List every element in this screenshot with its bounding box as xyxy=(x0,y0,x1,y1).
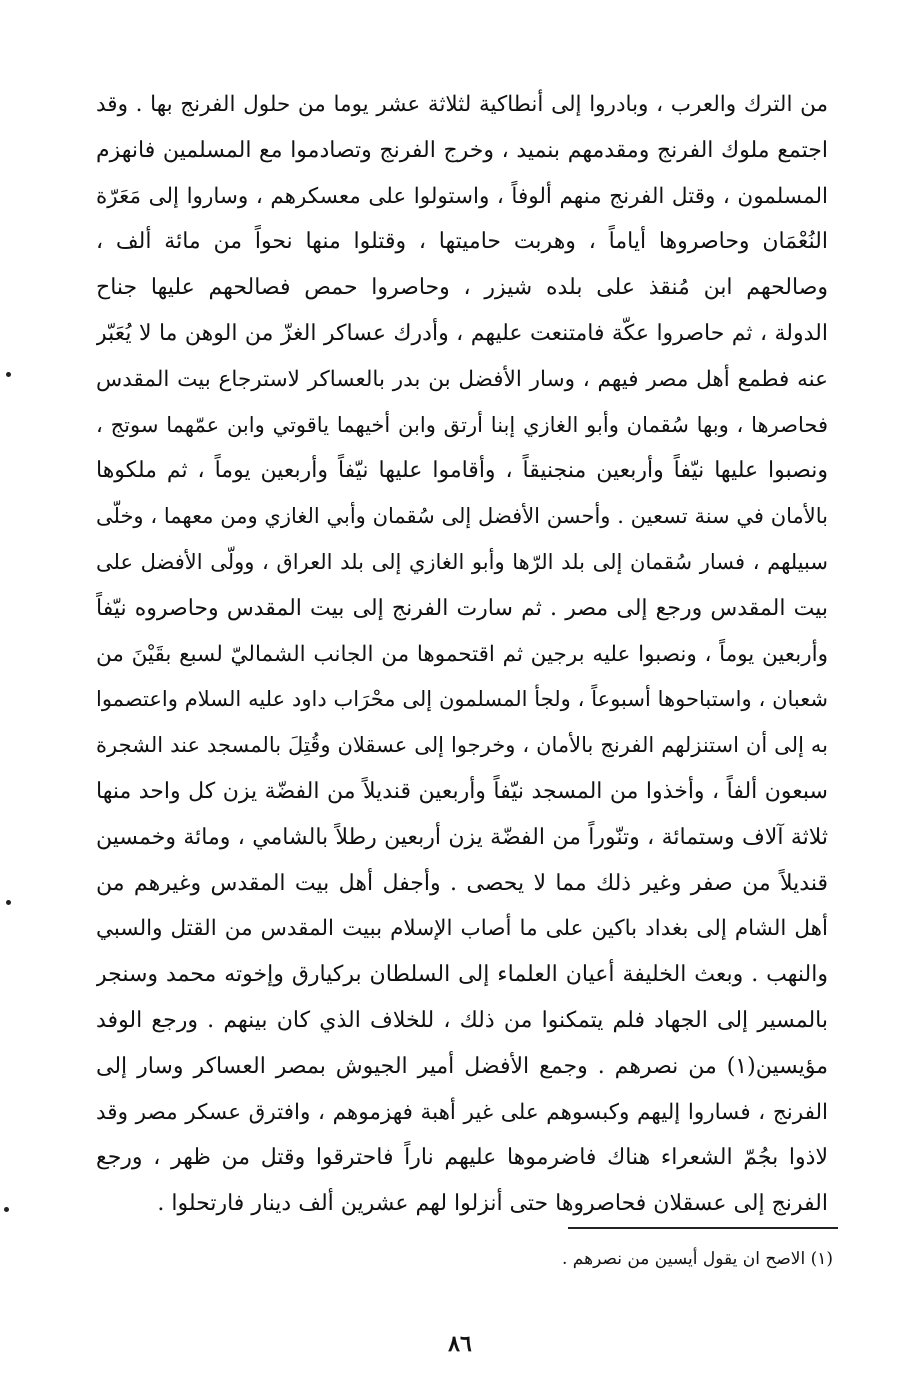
text-line: وأربعين يوماً ، ونصبوا عليه برجين ثم اقتحموها من الجانب الشماليّ لسبع بقَيْنَ من xyxy=(96,641,828,667)
text-line: فحاصرها ، وبها سُقمان وأبو الغازي إبنا أرتق وابن أخيهما ياقوتي وابن عمّهما سوتج ، xyxy=(96,412,828,437)
text-line: ثلاثة آلاف وستمائة ، وتنّوراً من الفضّة يزن أربعين رطلاً بالشامي ، ومائة وخمسين xyxy=(96,824,828,850)
margin-dot xyxy=(4,1207,9,1212)
text-line: المسلمون ، وقتل الفرنج منهم ألوفاً ، واستولوا على معسكرهم ، وساروا إلى مَعَرّة xyxy=(96,183,828,209)
text-line: به إلى أن استنزلهم الفرنج بالأمان ، وخرجوا إلى عسقلان وقُتِلَ بالمسجد عند الشجرة xyxy=(96,733,828,758)
text-line: الفرنج ، فساروا إليهم وكبسوهم على غير أهبة فهزموهم ، وافترق عسكر مصر وقد xyxy=(96,1099,828,1125)
text-line: وصالحهم ابن مُنقذ على بلده شيزر ، وحاصروا حمص فصالحهم عليها جناح xyxy=(96,275,828,301)
text-line: بيت المقدس ورجع إلى مصر . ثم سارت الفرنج إلى بيت المقدس وحاصروه نيّفاً xyxy=(96,595,828,621)
main-text-block xyxy=(96,82,828,1227)
text-line: مؤيسين(١) من نصرهم . وجمع الأفضل أمير الجيوش بمصر العساكر وسار إلى xyxy=(96,1053,828,1079)
text-line: قنديلاً من صفر وغير ذلك مما لا يحصى . وأجفل أهل بيت المقدس وغيرهم من xyxy=(96,870,828,896)
text-line: الدولة ، ثم حاصروا عكّة فامتنعت عليهم ، وأدرك عساكر الغزّ من الوهن ما لا يُعَبّر xyxy=(96,320,828,346)
text-line: النُعْمَان وحاصروها أياماً ، وهربت حاميتها ، وقتلوا منها نحواً من مائة ألف ، xyxy=(96,229,828,255)
text-line: والنهب . وبعث الخليفة أعيان العلماء إلى السلطان بركيارق وإخوته محمد وسنجر xyxy=(96,962,828,988)
text-line: بالمسير إلى الجهاد فلم يتمكنوا من ذلك ، للخلاف الذي كان بينهم . ورجع الوفد xyxy=(96,1007,828,1033)
margin-dot xyxy=(6,900,11,905)
text-line: سبيلهم ، فسار سُقمان إلى بلد الرّها وأبو الغازي إلى بلد العراق ، وولّى الأفضل على xyxy=(96,549,828,574)
text-line: شعبان ، واستباحوها أسبوعاً ، ولجأ المسلمون إلى محْرَاب داود عليه السلام واعتصموا xyxy=(96,687,828,712)
text-line: أهل الشام إلى بغداد باكين على ما أصاب الإسلام ببيت المقدس من القتل والسبي xyxy=(96,916,828,942)
text-line: سبعون ألفاً ، وأخذوا من المسجد نيّفاً وأربعين قنديلاً من الفضّة يزن كل واحد منها xyxy=(96,778,828,804)
text-line: ونصبوا عليها نيّفاً وأربعين منجنيقاً ، وأقاموا عليها نيّفاً وأربعين يوماً ، ثم ملكوها xyxy=(96,458,828,484)
text-line: بالأمان في سنة تسعين . وأحسن الأفضل إلى سُقمان وأبي الغازي ومن معهما ، وخلّى xyxy=(96,504,828,529)
footnote-divider xyxy=(568,1227,838,1229)
footnote: (١) الاصح ان يقول أيسين من نصرهم . xyxy=(561,1249,833,1269)
margin-dot xyxy=(6,372,11,377)
text-line: من الترك والعرب ، وبادروا إلى أنطاكية لثلاثة عشر يوما من حلول الفرنج بها . وقد xyxy=(96,92,828,117)
text-line: الفرنج إلى عسقلان فحاصروها حتى أنزلوا لهم عشرين ألف دينار فارتحلوا . xyxy=(157,1191,828,1217)
text-line: عنه فطمع أهل مصر فيهم ، وسار الأفضل بن بدر بالعساكر لاسترجاع بيت المقدس xyxy=(96,366,828,392)
text-line: اجتمع ملوك الفرنج ومقدمهم بنميد ، وخرج الفرنج وتصادموا مع المسلمين فانهزم xyxy=(96,137,828,163)
text-line: لاذوا بجُمّ الشعراء هناك فاضرموها عليهم ناراً فاحترقوا وقتل من ظهر ، ورجع xyxy=(96,1145,828,1171)
page-number: ٨٦ xyxy=(448,1331,472,1357)
